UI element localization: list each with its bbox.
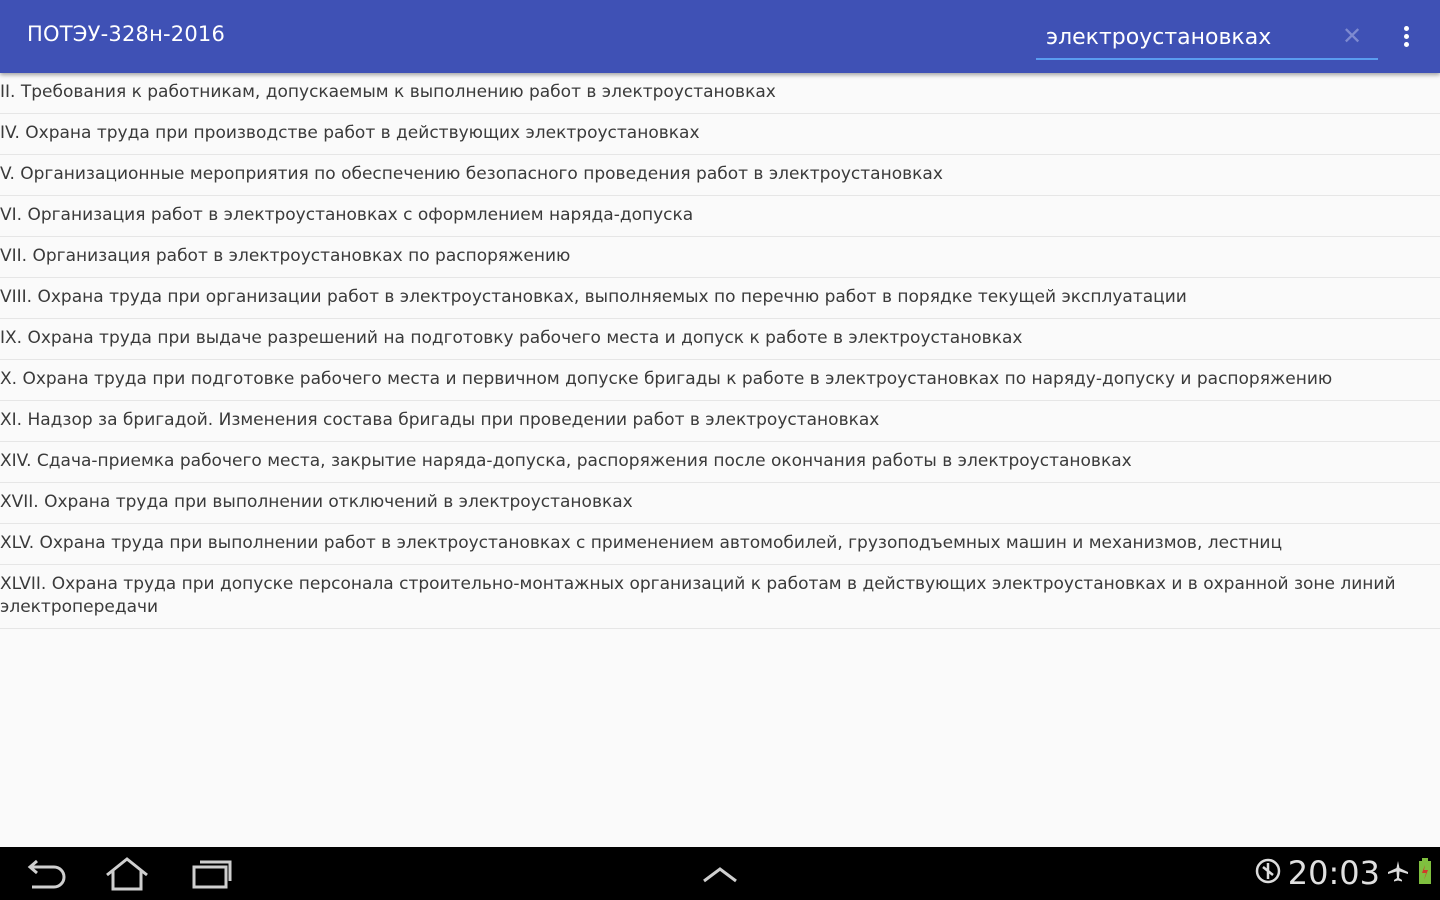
system-navigation-bar bbox=[0, 847, 1440, 900]
more-vert-icon[interactable] bbox=[1396, 24, 1416, 50]
result-item[interactable]: XVII. Охрана труда при выполнении отключений в электроустановках bbox=[0, 483, 1440, 524]
results-list bbox=[0, 73, 1440, 847]
back-icon[interactable] bbox=[18, 855, 74, 893]
result-item[interactable]: X. Охрана труда при подготовке рабочего места и первичном допуске бригады к работе в электроустановках по наряду-допуску и распоряжению bbox=[0, 360, 1440, 401]
recent-apps-icon[interactable] bbox=[184, 855, 240, 893]
battery-icon bbox=[1418, 857, 1432, 889]
app-title: ПОТЭУ-328н-2016 bbox=[27, 22, 226, 46]
status-clock: 20:03 bbox=[1287, 854, 1380, 892]
result-item[interactable]: XLV. Охрана труда при выполнении работ в электроустановках с применением автомобилей, грузоподъемных машин и механизмов, лестниц bbox=[0, 524, 1440, 565]
chevron-up-icon[interactable] bbox=[692, 855, 748, 893]
result-item[interactable]: XLVII. Охрана труда при допуске персонала строительно-монтажных организаций к работам в действующих электроустановках и в охранной зоне линий электропередачи bbox=[0, 565, 1440, 629]
status-area bbox=[1254, 853, 1432, 893]
airplane-mode-icon bbox=[1386, 859, 1410, 887]
search-box[interactable] bbox=[1036, 16, 1378, 60]
home-icon[interactable] bbox=[99, 855, 155, 893]
result-item[interactable]: VI. Организация работ в электроустановках с оформлением наряда-допуска bbox=[0, 196, 1440, 237]
result-item[interactable]: VIII. Охрана труда при организации работ в электроустановках, выполняемых по перечню работ в порядке текущей эксплуатации bbox=[0, 278, 1440, 319]
search-input[interactable] bbox=[1046, 20, 1326, 54]
result-item[interactable]: V. Организационные мероприятия по обеспечению безопасного проведения работ в электроустановках bbox=[0, 155, 1440, 196]
close-icon[interactable]: ✕ bbox=[1341, 22, 1363, 50]
result-item[interactable]: XIV. Сдача-приемка рабочего места, закрытие наряда-допуска, распоряжения после окончания работы в электроустановках bbox=[0, 442, 1440, 483]
result-item[interactable]: IV. Охрана труда при производстве работ в действующих электроустановках bbox=[0, 114, 1440, 155]
result-item[interactable]: IX. Охрана труда при выдаче разрешений на подготовку рабочего места и допуск к работе в электроустановках bbox=[0, 319, 1440, 360]
sync-icon bbox=[1254, 857, 1282, 889]
result-item[interactable]: II. Требования к работникам, допускаемым к выполнению работ в электроустановках bbox=[0, 73, 1440, 114]
result-item[interactable]: VII. Организация работ в электроустановках по распоряжению bbox=[0, 237, 1440, 278]
result-item[interactable]: XI. Надзор за бригадой. Изменения состава бригады при проведении работ в электроустановках bbox=[0, 401, 1440, 442]
app-toolbar bbox=[0, 0, 1440, 73]
